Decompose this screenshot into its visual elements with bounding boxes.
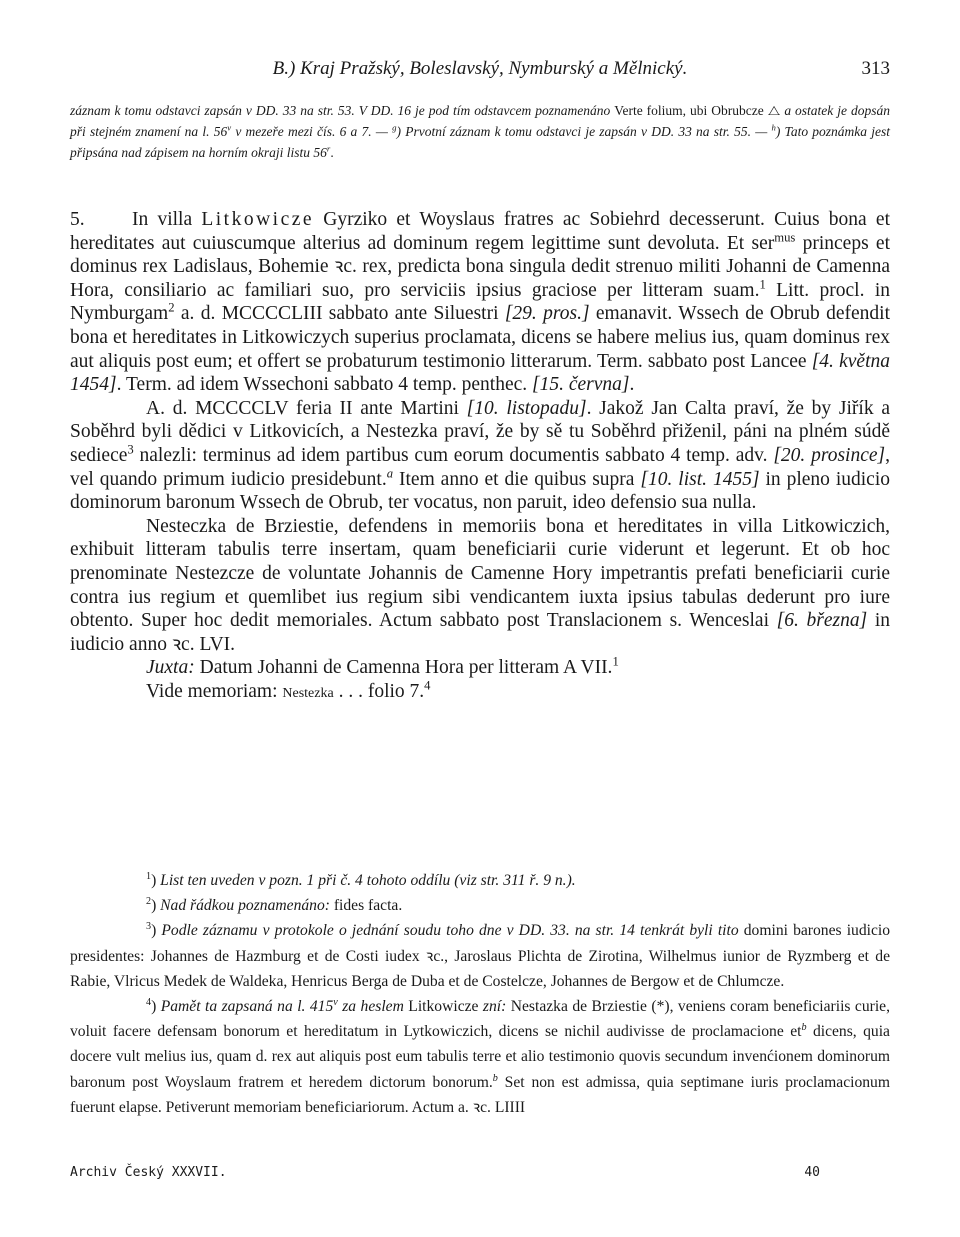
entry-paragraph-2: A. d. MCCCCLV feria II ante Martini [10. listopadu]. Jakož Jan Calta praví, že by Jiřík a Soběhrd byli dědici v Litkovicích, a Nestezka praví, že by sě tu Soběhrd přiženil, páni na plném súdě sediece$^3$ nalezli: terminus ad idem partibus cum eorum documentis sabbato 4 temp. adv. [20. prosince], vel quando primum iudicio presidebunt.$^a$ Item anno et die quibus supra [10. list. 1455] in pleno iudicio dominorum baronum Wssech de Obrub, ter vocatus, non paruit, ideo defensio sua nulla.	[70, 397, 890, 514]
footnotes	[70, 868, 890, 1120]
footnote-1: $^1$) List ten uveden v pozn. 1 při č. 4 tohoto oddílu (viz str. 311 ř. 9 n.).	[146, 870, 576, 889]
entry-number: 5.	[70, 209, 85, 230]
page-footer	[70, 1165, 890, 1185]
entry-paragraph-5: Vide memoriam: Nestezka . . . folio 7.$^4$	[146, 678, 431, 702]
page-number: 313	[861, 58, 890, 79]
sheet-number: 40	[804, 1165, 820, 1180]
insertion-mark-icon: ⧍	[767, 103, 781, 118]
entry-paragraph-3: Nesteczka de Brziestie, defendens in memoriis bona et hereditates in villa Litkowiczich, exhibuit litteram tabulis terre insertam, quam beneficiarii curie viderunt et legerunt. Et ob hoc prenominate Nestezcze de voluntate Johannis de Camenne Hory impetrantis prefati beneficiarii curie contra ius regium et quemlibet ius regium sibi vendicantem iuxta ipsius tabulas dederunt pro iure obtento. Super hoc dedit memoriales. Actum sabbato post Translacionem s. Wenceslai [6. března] in iudicio anno ꝛc. LVI.	[70, 515, 891, 655]
entry-paragraph-4: Juxta: Datum Johanni de Camenna Hora per litteram A VII.$^1$	[146, 654, 619, 679]
running-title: B.) Kraj Pražský, Boleslavský, Nymburský a Mělnický.	[272, 58, 688, 79]
main-text	[70, 208, 890, 705]
continued-footnote-text: záznam k tomu odstavci zapsán v DD. 33 na str. 53. V DD. 16 je pod tím odstavcem poznamenáno Verte folium, ubi Obrubcze ⧍ a ostatek je dopsán při stejném znamení na l. 56$^v$ v mezeře mezi čís. 6 a 7. — $^g$) Prvotní záznam k tomu odstavci je zapsán v DD. 33 na str. 55. — $^h$) Tato poznámka jest připsána nad zápisem na horním okraji listu 56$^r$.	[70, 103, 891, 160]
footnote-2: $^2$) Nad řádkou poznamenáno: fides facta.	[146, 896, 403, 915]
footnote-4: $^4$) Pamět ta zapsaná na l. 415$^v$ za heslem Litkowicze zní: Nestazka de Brziestie (*), veniens coram beneficiariis curie, voluit facere defensam bonorum et hereditatum in Lytkowiczich, dicens se nichil audivisse de proclamacione $et^b$ dicens, quia docere vult melius ius, quam d. rex aut aliquis post eum tabulis terre et alio testimonio quovis secundum invenćionem dominorum baronum post Woyslaum fratrem et heredem dictorum bonorum.$^b$ Set non est admissa, quia septimane iuris proclamacionum fuerunt elapse. Petiverunt memoriam beneficiariorum. Actum a. ꝛc. LIIII	[70, 996, 890, 1116]
footnote-3: $^3$) Podle záznamu v protokole o jednání soudu toho dne v DD. 33. na str. 14 tenkrát byli tito domini barones iudicio presidentes: Johannes de Hazmburg et de Costi iudex ꝛc., Jaroslaus Plichta de Zirotina, Wilhelmus iunior de Ryzmberg et de Rabie, Vlricus Medek de Waldeka, Henricus Berga de Duba et de Costelcze, Johannes de Bergow et de Chlumcze.	[70, 921, 891, 990]
entry-paragraph-1: 5. In villa Litkowicze Gyrziko et Woyslaus fratres ac Sobiehrd decesserunt. Cuius bona et hereditates aut cuiuscumque alterius ad dominum regem legittime sunt devoluta. Et ser$^{mus}$ princeps et dominus rex Ladislaus, Bohemie ꝛc. rex, predicta bona singula dedit strenuo militi Johanni de Camenna Hora, consiliario ac familiari suo, pro serviciis ipsius graciose per litteram suam.$^1$ Litt. procl. in Nymburgam$^2$ a. d. MCCCCLIII sabbato ante Siluestri [29. pros.] emanavit. Wssech de Obrub defendit bona et hereditates in Litkowiczych superius proclamata, dicens se habere melius ius, quam dominus rex aut aliquis post eum; et offert se probaturum testimonio litterarum. Term. sabbato post Lancee [4. května 1454]. Term. ad idem Wssechoni sabbato 4 temp. penthec. [15. června].	[70, 209, 891, 396]
running-header	[70, 58, 890, 82]
signature-mark: Archiv Český XXXVII.	[70, 1165, 227, 1180]
continued-footnotes	[70, 100, 890, 163]
village-name: Litkowicze	[201, 209, 315, 230]
